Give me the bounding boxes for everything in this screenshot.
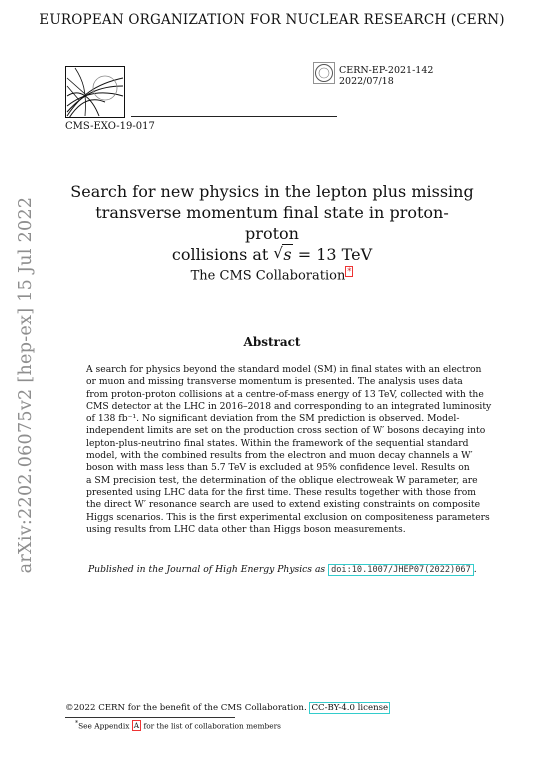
- abstract-line: model, with the combined results from the electron and muon decay channels a W′: [86, 450, 473, 462]
- copyright-note: [65, 703, 390, 713]
- doi-link[interactable]: doi:10.1007/JHEP07(2022)067: [328, 564, 474, 576]
- footnote-prefix: See Appendix: [78, 721, 132, 731]
- abstract-line: or muon and missing transverse momentum is presented. The analysis uses data: [86, 376, 463, 388]
- sqrt-radicand: s: [283, 245, 292, 264]
- abstract-line: presented using LHC data for the first time. These results together with those from: [86, 486, 476, 498]
- title-line-suffix: = 13 TeV: [292, 245, 373, 264]
- cern-report-block: [339, 65, 433, 87]
- cern-logo-icon: [313, 62, 335, 84]
- organization-header: EUROPEAN ORGANIZATION FOR NUCLEAR RESEARCH (CERN): [39, 12, 505, 28]
- sqrt-symbol: √: [273, 244, 283, 262]
- abstract-line: using results from LHC data other than Higgs boson measurements.: [86, 523, 406, 535]
- abstract-line: independent limits are set on the production cross section of W′ bosons decaying into: [86, 425, 486, 437]
- title-line-prefix: collisions at: [171, 245, 274, 264]
- footnote-suffix: for the list of collaboration members: [141, 721, 281, 731]
- title-line: [70, 244, 474, 265]
- collaboration-footnote-link[interactable]: *: [347, 267, 352, 276]
- cms-logo-icon: [65, 66, 125, 118]
- collaboration-name: The CMS Collaboration: [190, 268, 346, 284]
- published-suffix: .: [473, 564, 477, 575]
- footnote-mark: *: [75, 720, 79, 727]
- copyright-text: ©2022 CERN for the benefit of the CMS Collaboration.: [65, 703, 310, 713]
- abstract-line: a SM precision test, the determination of the oblique electroweak W parameter, are: [86, 474, 478, 486]
- appendix-link[interactable]: A: [133, 721, 140, 731]
- arxiv-identifier[interactable]: arXiv:2202.06075v2 [hep-ex] 15 Jul 2022: [16, 196, 36, 574]
- footnote: [75, 720, 281, 730]
- report-date: 2022/07/18: [339, 76, 394, 87]
- abstract-line: of 138 fb⁻¹. No significant deviation from the SM prediction is observed. Model-: [86, 413, 460, 425]
- publication-note: [88, 564, 477, 575]
- abstract-line: boson with mass less than 5.7 TeV is excluded at 95% confidence level. Results on: [86, 462, 470, 474]
- published-prefix: Published in the Journal of High Energy Physics as: [88, 564, 329, 575]
- license-link[interactable]: CC-BY-4.0 license: [311, 703, 389, 713]
- abstract-line: from proton-proton collisions at a centre-of-mass energy of 13 TeV, collected with the: [86, 388, 484, 400]
- paper-title: [70, 181, 474, 265]
- title-line: Search for new physics in the lepton plus missing: [70, 182, 474, 201]
- cern-report-number: CERN-EP-2021-142: [339, 65, 434, 76]
- abstract-heading: Abstract: [243, 335, 301, 349]
- header-rule: [131, 116, 337, 117]
- collaboration: [0, 268, 544, 283]
- abstract-line: CMS detector at the LHC in 2016–2018 and corresponding to an integrated luminosity: [86, 400, 492, 412]
- abstract-line: the direct W′ resonance search are used to extend existing constraints on composite: [86, 499, 481, 511]
- title-line: transverse momentum final state in proton-proton: [95, 203, 449, 243]
- sqrt-expression: [273, 244, 292, 265]
- abstract-line: Higgs scenarios. This is the first experimental exclusion on compositeness parameters: [86, 511, 490, 523]
- footnote-rule: [65, 717, 235, 718]
- cms-report-id: CMS-EXO-19-017: [65, 121, 155, 132]
- abstract-line: A search for physics beyond the standard model (SM) in final states with an electron: [86, 364, 482, 375]
- abstract-line: lepton-plus-neutrino final states. Within the framework of the sequential standard: [86, 437, 469, 449]
- abstract-body: [86, 364, 492, 536]
- arxiv-sidebar: [6, 196, 46, 574]
